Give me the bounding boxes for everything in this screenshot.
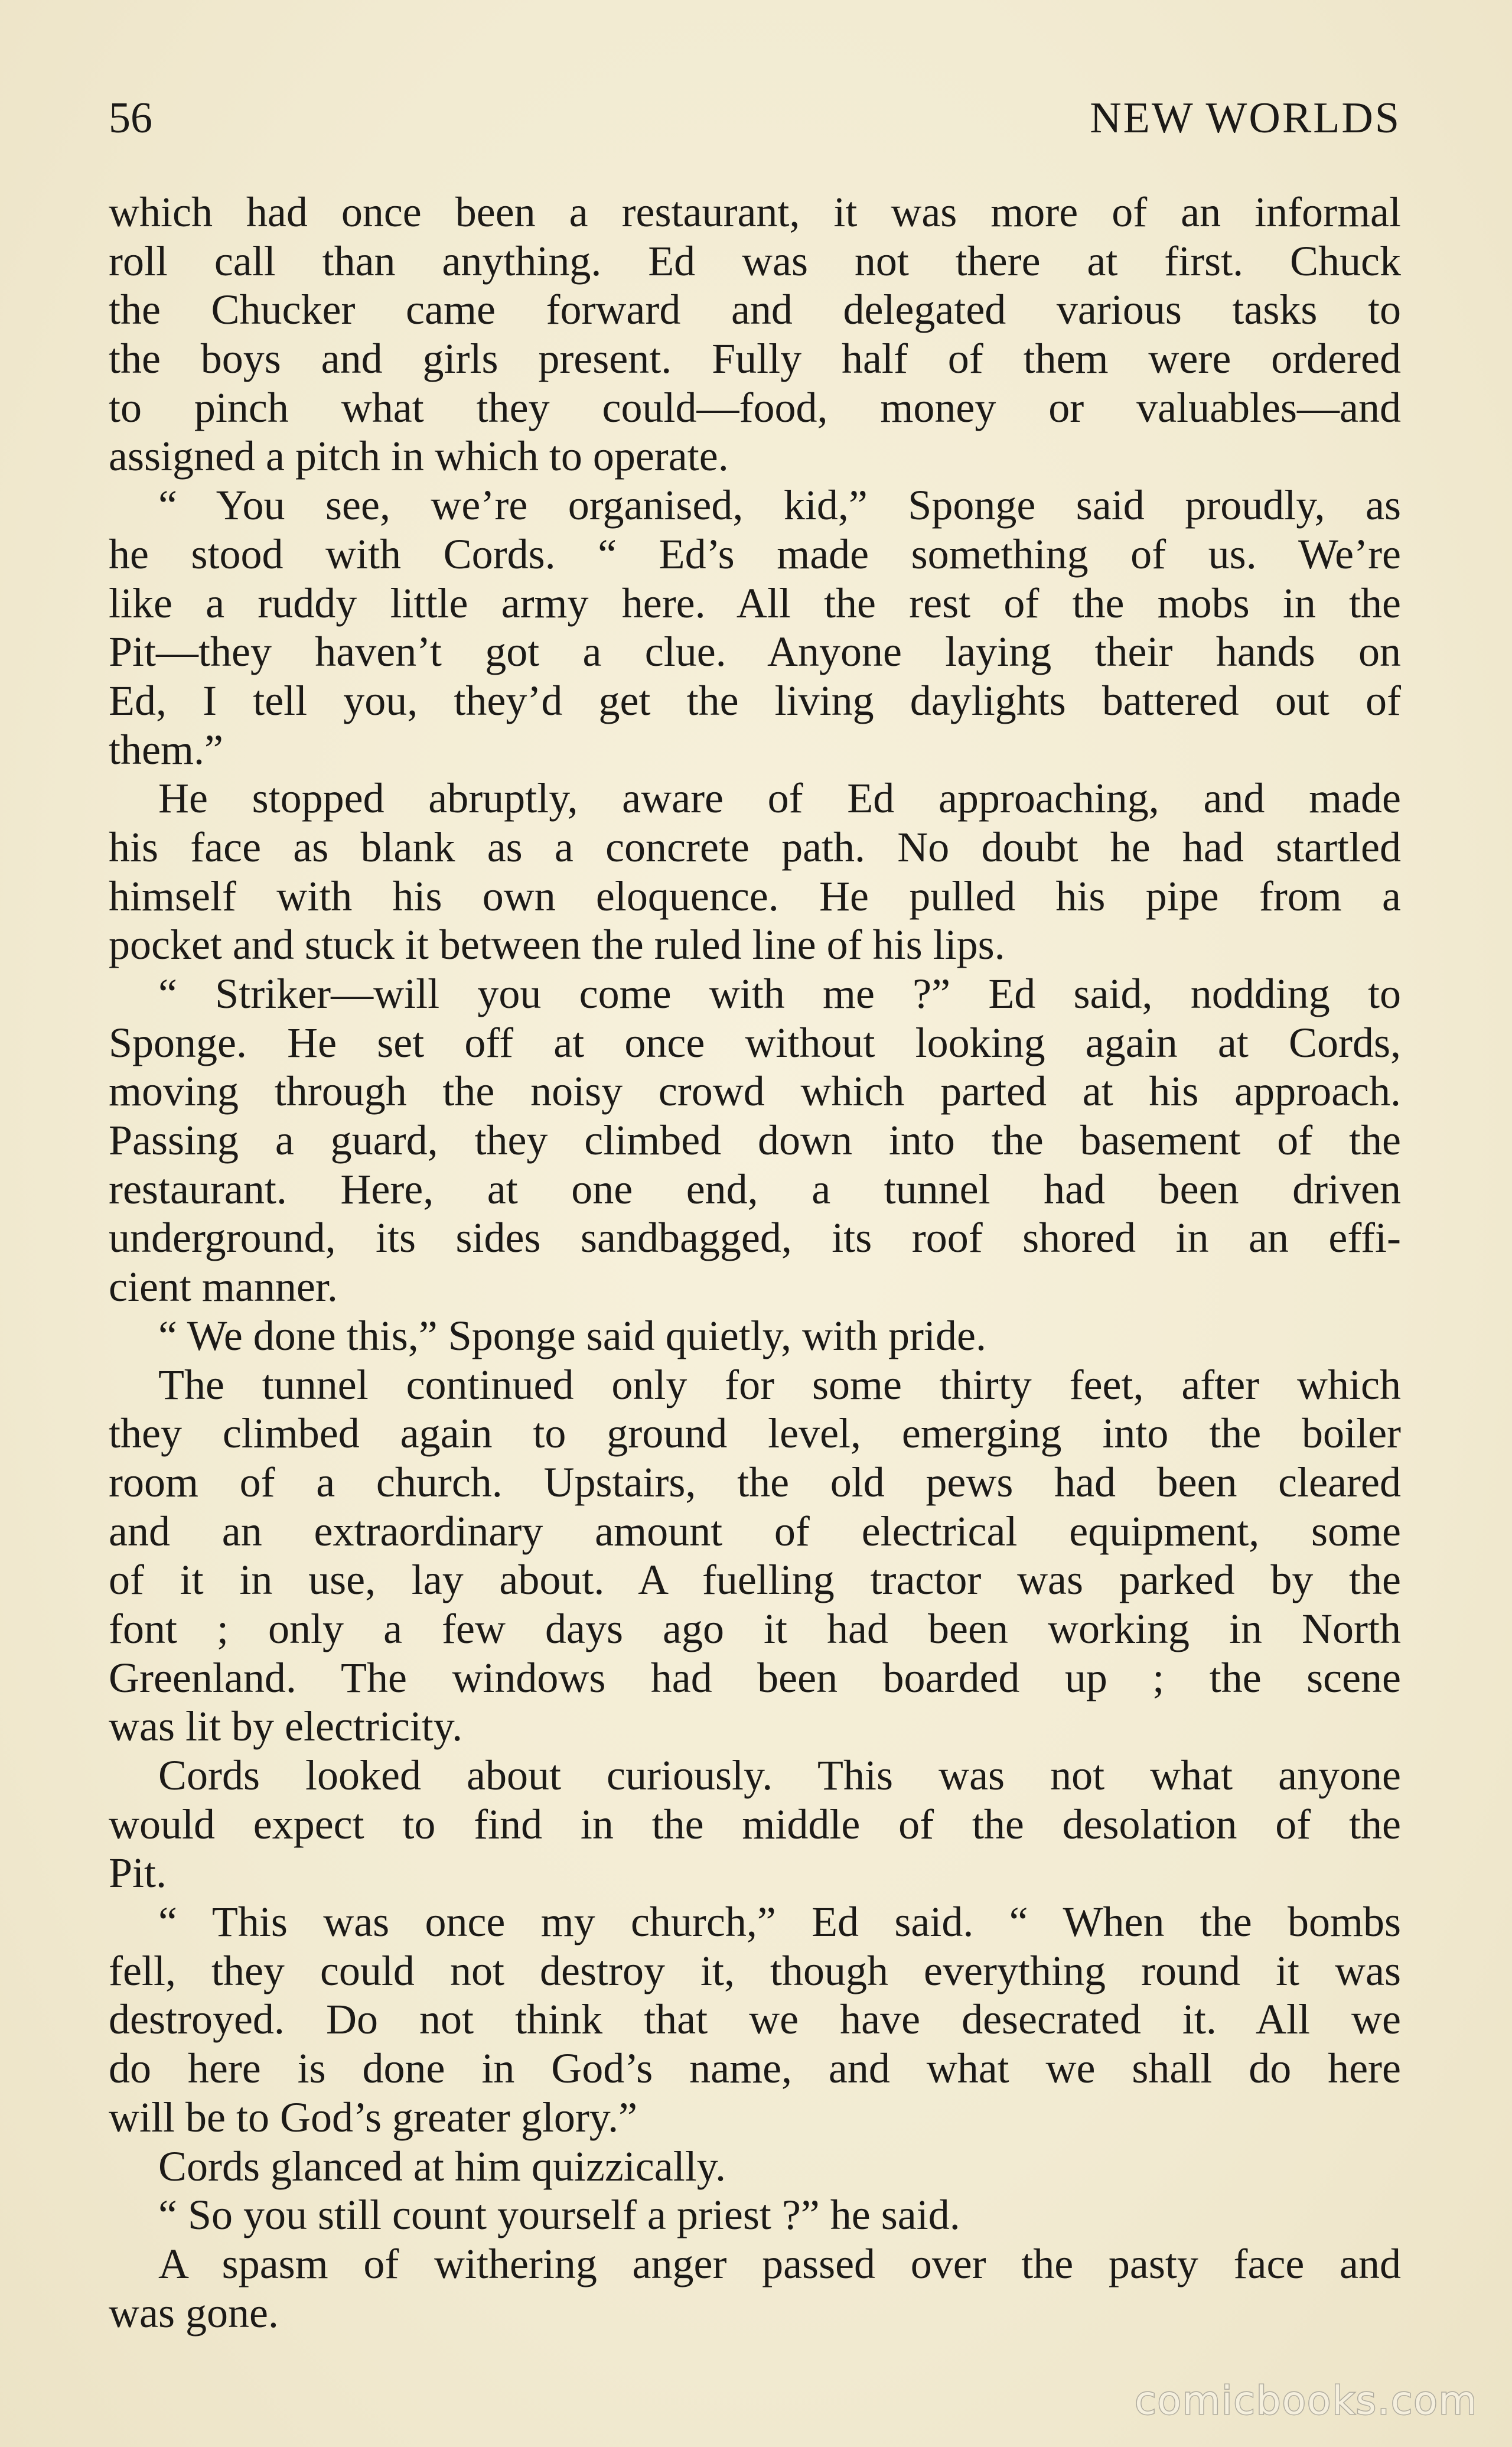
text-line: The tunnel continued only for some thirty feet, after which: [158, 1361, 1401, 1408]
text-line: He stopped abruptly, aware of Ed approaching, and made: [158, 775, 1401, 822]
text-line: underground, its sides sandbagged, its roof shored in an effi-: [109, 1214, 1401, 1262]
text-line: he stood with Cords. “ Ed’s made something of us. We’re: [109, 530, 1401, 578]
text-line: destroyed. Do not think that we have desecrated it. All we: [109, 1996, 1401, 2043]
text-line: font ; only a few days ago it had been working in North: [109, 1605, 1401, 1652]
text-line: and an extraordinary amount of electrical equipment, some: [109, 1507, 1401, 1555]
text-line: cient manner.: [109, 1263, 338, 1311]
text-line: Ed, I tell you, they’d get the living daylights battered out of: [109, 676, 1401, 724]
page-number: 56: [109, 94, 152, 142]
text-line: Passing a guard, they climbed down into the basement of the: [109, 1117, 1401, 1164]
text-line: A spasm of withering anger passed over the pasty face and: [158, 2240, 1401, 2287]
watermark: comicbooks.com: [1135, 2378, 1478, 2423]
text-line: do here is done in God’s name, and what we shall do here: [109, 2045, 1401, 2093]
text-line: like a ruddy little army here. All the rest of the mobs in the: [109, 579, 1401, 627]
text-line: “ Striker—will you come with me ?” Ed said, nodding to: [158, 970, 1401, 1017]
text-line: his face as blank as a concrete path. No doubt he had startled: [109, 823, 1401, 871]
running-head: NEW WORLDS: [1090, 94, 1401, 142]
text-line: was gone.: [109, 2289, 279, 2337]
text-line: the Chucker came forward and delegated various tasks to: [109, 286, 1401, 334]
page-header: [109, 89, 1401, 148]
text-line: “ We done this,” Sponge said quietly, with pride.: [158, 1312, 986, 1359]
text-line: Sponge. He set off at once without looking again at Cords,: [109, 1019, 1401, 1066]
body-text: [109, 188, 1401, 2337]
text-line: “ So you still count yourself a priest ?” he said.: [158, 2191, 960, 2239]
text-line: roll call than anything. Ed was not there at first. Chuck: [109, 237, 1401, 285]
text-line: “ This was once my church,” Ed said. “ When the bombs: [158, 1898, 1401, 1946]
text-line: them.”: [109, 725, 223, 773]
text-line: Cords looked about curiously. This was not what anyone: [158, 1752, 1401, 1799]
text-line: assigned a pitch in which to operate.: [109, 432, 729, 480]
text-line: the boys and girls present. Fully half of them were ordered: [109, 335, 1401, 383]
text-line: moving through the noisy crowd which parted at his approach.: [109, 1068, 1401, 1115]
text-line: of it in use, lay about. A fuelling tractor was parked by the: [109, 1556, 1401, 1604]
text-line: will be to God’s greater glory.”: [109, 2093, 638, 2141]
text-line: “ You see, we’re organised, kid,” Sponge said proudly, as: [158, 481, 1401, 529]
text-line: himself with his own eloquence. He pulled his pipe from a: [109, 872, 1401, 920]
text-line: which had once been a restaurant, it was more of an informal: [109, 188, 1401, 236]
text-line: Greenland. The windows had been boarded up ; the scene: [109, 1654, 1401, 1701]
text-line: would expect to find in the middle of the desolation of the: [109, 1800, 1401, 1848]
text-line: room of a church. Upstairs, the old pews had been cleared: [109, 1458, 1401, 1506]
text-line: pocket and stuck it between the ruled line of his lips.: [109, 921, 1005, 969]
text-line: Pit—they haven’t got a clue. Anyone laying their hands on: [109, 628, 1401, 676]
text-line: they climbed again to ground level, emerging into the boiler: [109, 1410, 1401, 1457]
text-line: Pit.: [109, 1849, 167, 1897]
text-line: Cords glanced at him quizzically.: [158, 2142, 726, 2190]
text-line: was lit by electricity.: [109, 1703, 463, 1750]
text-line: fell, they could not destroy it, though everything round it was: [109, 1947, 1401, 1994]
text-line: to pinch what they could—food, money or valuables—and: [109, 383, 1401, 431]
text-line: restaurant. Here, at one end, a tunnel had been driven: [109, 1165, 1401, 1213]
